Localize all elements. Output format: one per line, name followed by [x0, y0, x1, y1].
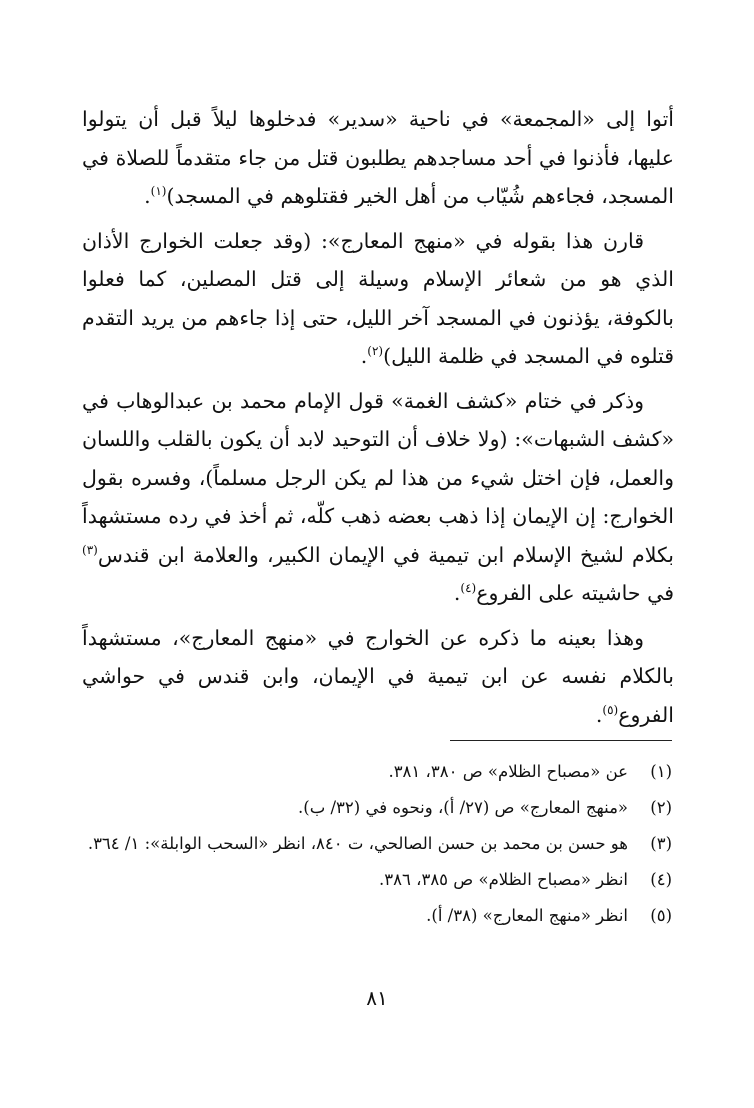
paragraph-3: [82, 382, 674, 613]
paragraph-4-tail: .: [595, 702, 603, 727]
footnotes: [82, 757, 672, 937]
footnote-4: [82, 865, 672, 895]
footnote-ref-4[interactable]: (٤): [460, 581, 477, 595]
paragraph-1-tail: .: [144, 184, 151, 208]
footnote-3: [82, 829, 672, 859]
page-number: ٨١: [366, 986, 388, 1010]
footnote-ref-5[interactable]: (٥): [602, 702, 619, 717]
footnote-5: [82, 901, 672, 931]
paragraph-4: [82, 619, 674, 735]
footnote-ref-3[interactable]: (٣): [82, 542, 98, 557]
footnote-1: [82, 757, 672, 787]
footnote-text: هو حسن بن محمد بن حسن الصالحي، ت ٨٤٠، انظر «السحب الوابلة»: ١/ ٣٦٤.: [87, 834, 628, 853]
footnote-text: انظر «منهج المعارج» (٣٨/ أ).: [426, 906, 628, 925]
footnote-ref-1[interactable]: (١): [150, 184, 167, 198]
paragraph-1-text: أتوا إلى «المجمعة» في ناحية «سدير» فدخلوها ليلاً قبل أن يتولوا عليها، فأذنوا في أحد مساجدهم يطلبون قتل من جاء متقدماً للصلاة في المسجد، فجاءهم شُيّاب من أهل الخير فقتلوهم في المسجد): [82, 107, 674, 208]
footnote-text: عن «مصباح الظلام» ص ٣٨٠، ٣٨١.: [388, 762, 628, 781]
footnote-number: (٣): [650, 834, 672, 853]
footnote-number: (١): [650, 762, 672, 781]
paragraph-3-text: وذكر في ختام «كشف الغمة» قول الإمام محمد بن عبدالوهاب في «كشف الشبهات»: (ولا خلاف أن التوحيد لابد أن يكون بالقلب واللسان والعمل، فإن اختل شيء من هذا لم يكن الرجل مسلماً)، وفسره بقول الخوارج: إن الإيمان إذا ذهب بعضه ذهب كلّه، ثم أخذ في رده مستشهداً بكلام لشيخ الإسلام ابن تيمية في الإيمان الكبير، والعلامة ابن قندس: [82, 388, 674, 567]
footnote-number: (٥): [650, 906, 672, 925]
footnote-text: «منهج المعارج» ص (٢٧/ أ)، ونحوه في (٣٢/ ب).: [298, 798, 628, 817]
paragraph-2-tail: .: [360, 344, 368, 368]
footnote-text: انظر «مصباح الظلام» ص ٣٨٥، ٣٨٦.: [379, 870, 628, 889]
paragraph-2: [82, 222, 674, 376]
paragraph-3-text-2: في حاشيته على الفروع: [476, 581, 674, 605]
footnote-number: (٤): [650, 870, 672, 889]
footnote-separator: [450, 740, 672, 741]
footnote-ref-2[interactable]: (٢): [367, 344, 384, 358]
paragraph-3-tail: .: [453, 581, 461, 605]
paragraph-2-text: قارن هذا بقوله في «منهج المعارج»: (وقد جعلت الخوارج الأذان الذي هو من شعائر الإسلام وسيلة إلى قتل المصلين، كما فعلوا بالكوفة، يؤذنون في المسجد آخر الليل، حتى إذا جاءهم من يريد التقدم قتلوه في المسجد في ظلمة الليل): [82, 228, 674, 368]
footnote-number: (٢): [650, 798, 672, 817]
paragraph-4-text: وهذا بعينه ما ذكره عن الخوارج في «منهج المعارج»، مستشهداً بالكلام نفسه عن ابن تيمية في الإيمان، وابن قندس في حواشي الفروع: [82, 625, 674, 727]
footnote-2: [82, 793, 672, 823]
paragraph-1: [82, 100, 674, 216]
